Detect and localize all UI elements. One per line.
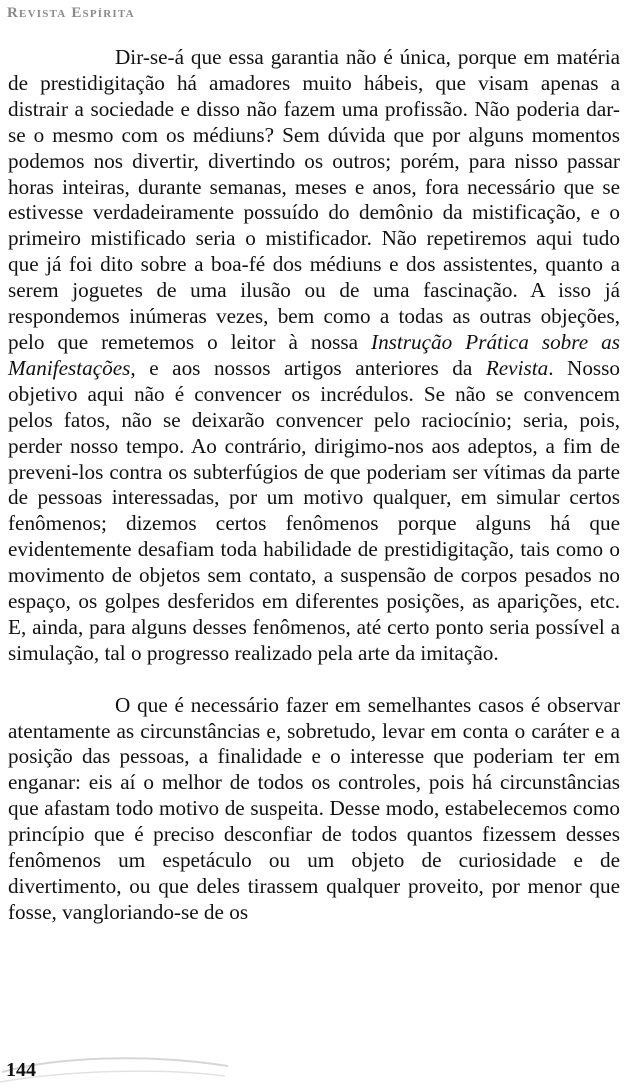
running-head: Revista Espírita [7, 5, 135, 21]
journal-title-italic: Revista [485, 355, 549, 380]
paragraph-1-part-1: Dir-se-á que essa garantia não é única, porque em matéria de prestidigitação há amadores muito hábeis, que visam apenas a distrair a sociedade e disso não fazem uma profissão. Não poderia dar-se o mesmo com os médiuns? Sem dúvida que por alguns momentos podemos nos divertir, divertindo os outros; porém, para nisso passar horas inteiras, durante semanas, meses e anos, fora necessário que se estivesse verdadeiramente possuído do demônio da mistificação, e o primeiro mistificado seria o mistificador. Não repetiremos aqui tudo que já foi dito sobre a boa-fé dos médiuns e dos assistentes, quanto a serem joguetes de uma ilusão ou de uma fascinação. A isso já respondemos inúmeras vezes, bem como a todas as outras objeções, pelo que remetemos o leitor à nossa [8, 45, 620, 354]
paragraph-1-part-2: , e aos nossos artigos anteriores da [130, 355, 486, 380]
book-title-italic: Instrução Prática sobre as Manifestações [8, 329, 620, 380]
paragraph-1 [8, 45, 620, 667]
body-text [8, 45, 620, 926]
paragraph-2: O que é necessário fazer em semelhantes casos é observar atentamente as circunstâncias e, sobretudo, levar em conta o caráter e a posição das pessoas, a finalidade e o interesse que poderiam ter em enganar: eis aí o melhor de todos os controles, pois há circunstâncias que afastam todo motivo de suspeita. Desse modo, estabelecemos como princípio que é preciso desconfiar de todos quantos fizessem desses fenômenos um espetáculo ou um objeto de curiosidade e de divertimento, ou que deles tirassem qualquer proveito, por menor que fosse, vangloriando-se de os [8, 692, 620, 924]
paragraph-1-part-3: . Nosso objetivo aqui não é convencer os incrédulos. Se não se convencem pelos fatos, não se deixarão convencer pelo raciocínio; seria, pois, perder nosso tempo. Ao contrário, dirigimo-nos aos adeptos, a fim de preveni-los contra os subterfúgios de que poderiam ser vítimas da parte de pessoas interessadas, por um motivo qualquer, em simular certos fenômenos; dizemos certos fenômenos porque alguns há que evidentemente desafiam toda habilidade de prestidigitação, tais como o movimento de objetos sem contato, a suspensão de corpos pesados no espaço, os golpes desferidos em diferentes posições, as aparições, etc. E, ainda, para alguns desses fenômenos, até certo ponto seria possível a simulação, tal o progresso realizado pela arte da imitação. [8, 355, 621, 665]
page-number: 144 [6, 1059, 36, 1081]
